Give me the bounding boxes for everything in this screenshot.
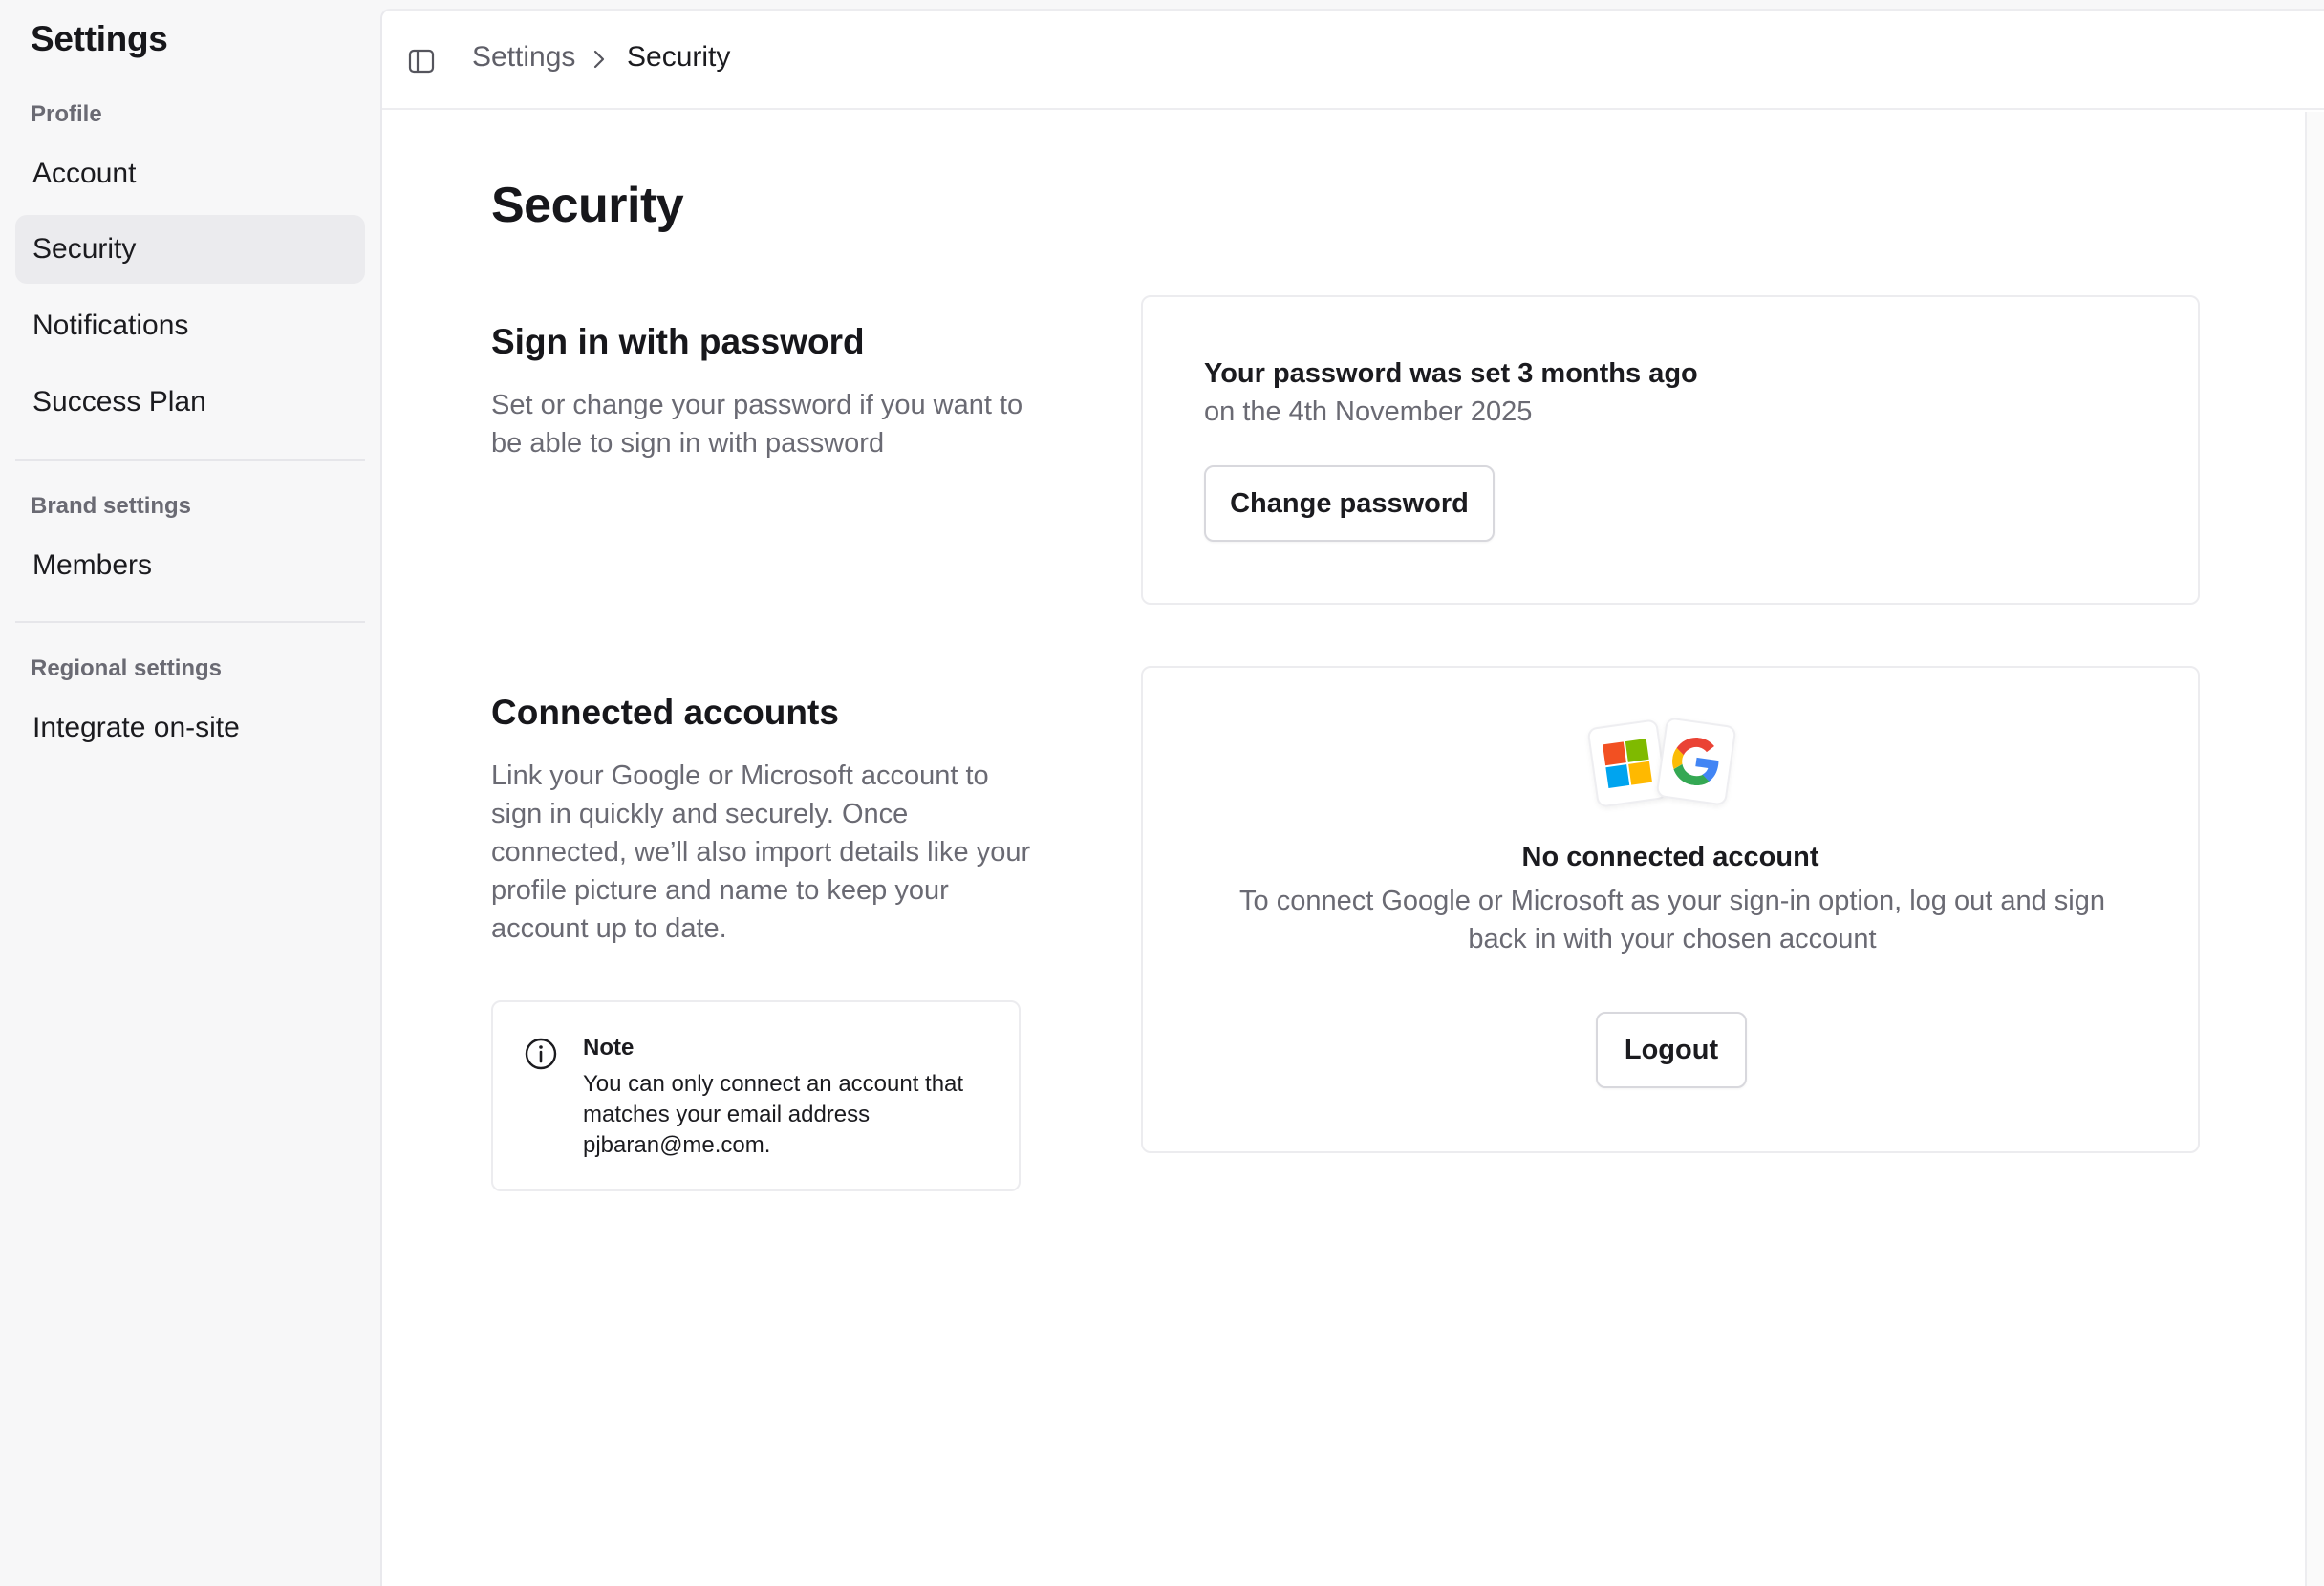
- sidebar-item-label: Members: [32, 549, 153, 581]
- sidebar-item-integrate-on-site[interactable]: [15, 694, 365, 762]
- note-box: [491, 1000, 1021, 1191]
- sidebar-toggle-icon[interactable]: [407, 47, 436, 75]
- empty-state-text: To connect Google or Microsoft as your sign-in option, log out and sign back in with your chosen account: [1239, 886, 2105, 954]
- topbar: [382, 11, 2324, 110]
- sidebar-divider: [15, 621, 365, 623]
- main-panel: [380, 9, 2324, 1586]
- password-card: [1141, 295, 2200, 605]
- note-title: Note: [583, 1035, 635, 1061]
- sidebar-title: Settings: [31, 19, 168, 58]
- info-icon: [524, 1037, 558, 1071]
- sidebar-item-label: Success Plan: [32, 386, 206, 418]
- google-logo: [1656, 717, 1737, 805]
- sidebar-item-label: Security: [32, 233, 137, 265]
- sidebar-item-members[interactable]: [15, 531, 365, 600]
- sidebar-item-security[interactable]: [15, 215, 365, 284]
- password-status-date: on the 4th November 2025: [1204, 396, 1533, 427]
- connected-section-description: Link your Google or Microsoft account to sign in quickly and securely. Once connected, we’ll also import details like your profile picture and name to keep your account up to date.: [491, 761, 1031, 944]
- group-label-profile: Profile: [31, 101, 102, 127]
- breadcrumb-settings[interactable]: Settings: [472, 41, 576, 73]
- password-status: Your password was set 3 months ago: [1204, 358, 1698, 389]
- note-text: You can only connect an account that matches your email address pjbaran@me.com.: [583, 1071, 964, 1158]
- group-label-brand-settings: Brand settings: [31, 493, 192, 519]
- sidebar-item-success-plan[interactable]: [15, 368, 365, 437]
- page-title: Security: [491, 178, 684, 233]
- sidebar-item-label: Account: [32, 158, 137, 189]
- connected-accounts-card: [1141, 666, 2200, 1153]
- microsoft-logo-icon: [1601, 737, 1654, 790]
- sidebar-item-label: Integrate on-site: [32, 712, 240, 743]
- sidebar-item-account[interactable]: [15, 139, 365, 208]
- sidebar-item-notifications[interactable]: [15, 291, 365, 360]
- microsoft-logo: [1587, 718, 1668, 807]
- password-section-description: Set or change your password if you want to be able to sign in with password: [491, 390, 1023, 459]
- empty-state-title: No connected account: [1521, 842, 1819, 872]
- sidebar-divider: [15, 459, 365, 461]
- chevron-right-icon: [589, 49, 610, 70]
- group-label-regional-settings: Regional settings: [31, 655, 223, 681]
- breadcrumb-current: Security: [627, 41, 731, 73]
- google-logo-icon: [1669, 735, 1723, 788]
- password-section-title: Sign in with password: [491, 322, 865, 361]
- settings-sidebar: [0, 0, 380, 1586]
- change-password-button[interactable]: Change password: [1204, 465, 1495, 542]
- sidebar-item-label: Notifications: [32, 310, 189, 341]
- connected-section-title: Connected accounts: [491, 693, 839, 732]
- logout-button[interactable]: Logout: [1596, 1012, 1747, 1088]
- scrollbar[interactable]: [2305, 112, 2324, 1586]
